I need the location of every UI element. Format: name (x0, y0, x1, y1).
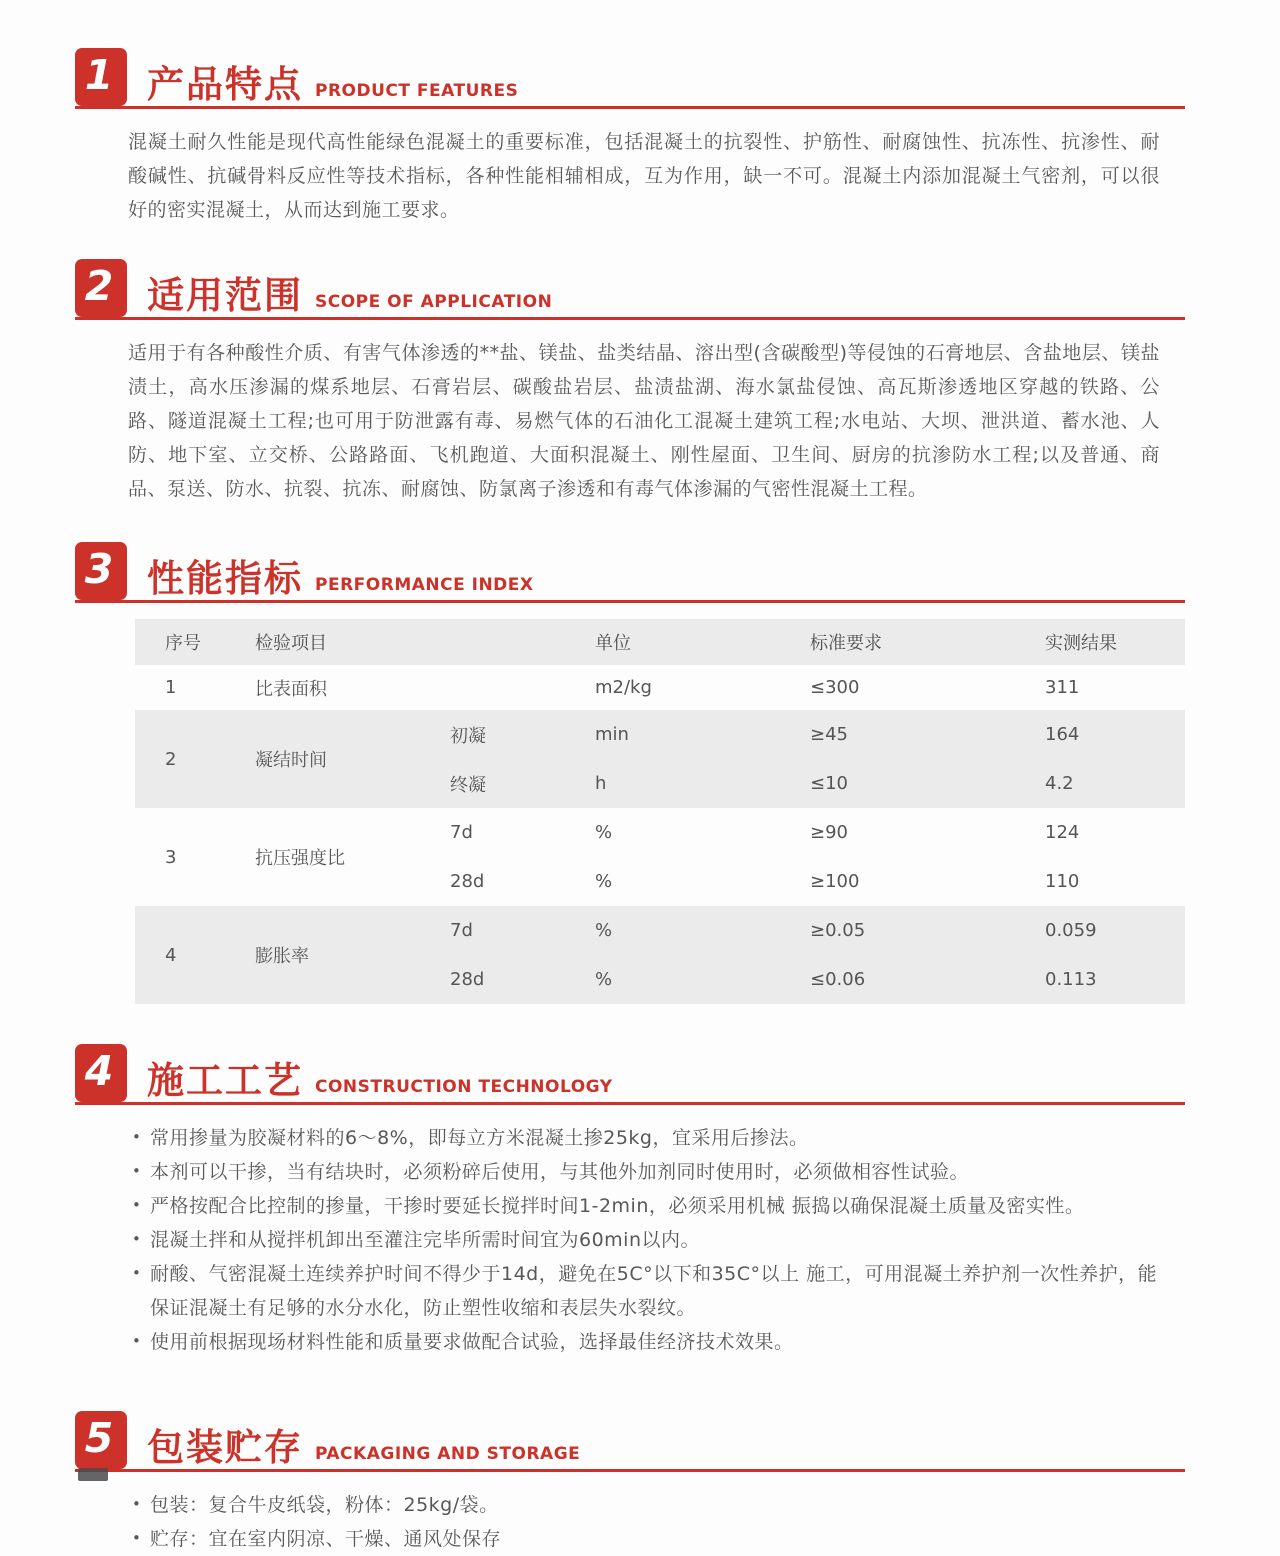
bullet-dot-icon: • (132, 1162, 142, 1180)
table-group-2 (135, 710, 1185, 808)
cell-standard: ≥45 (810, 724, 848, 745)
scope-of-application-paragraph: 适用于有各种酸性介质、有害气体渗透的**盐、镁盐、盐类结晶、溶出型(含碳酸型)等侵蚀的石膏地层、含盐地层、镁盐渍土，高水压渗漏的煤系地层、石膏岩层、碳酸盐岩层、盐渍盐湖、海水氯盐侵蚀、高瓦斯渗透地区穿越的铁路、公路、隧道混凝土工程;也可用于防泄露有毒、易燃气体的石油化工混凝土建筑工程;水电站、大坝、泄洪道、蓄水池、人防、地下室、立交桥、公路路面、飞机跑道、大面积混凝土、刚性屋面、卫生间、厨房的抗渗防水工程;以及普通、商品、泵送、防水、抗裂、抗冻、耐腐蚀、防氯离子渗透和有毒气体渗漏的气密性混凝土工程。 (128, 342, 1160, 500)
section-title: 产品特点 (147, 63, 303, 106)
bullet-dot-icon: • (132, 1529, 142, 1547)
bullet-dot-icon: • (132, 1128, 142, 1146)
bullet-dot-icon: • (132, 1196, 142, 1214)
section-subtitle-en: SCOPE OF APPLICATION (315, 292, 553, 312)
section-subtitle-en: PRODUCT FEATURES (315, 81, 519, 101)
table-group-3 (135, 808, 1185, 906)
section-title: 施工工艺 (147, 1059, 303, 1102)
list-item-text: 常用掺量为胶凝材料的6～8%，即每立方米混凝土掺25kg，宜采用后掺法。 (150, 1127, 809, 1149)
section-1-header (75, 48, 1185, 109)
col-header-result: 实测结果 (1045, 633, 1117, 654)
cell-item: 比表面积 (255, 678, 327, 700)
cell-unit: % (595, 871, 613, 892)
cell-sub-item: 初凝 (450, 725, 486, 747)
bullet-dot-icon: • (132, 1264, 142, 1282)
performance-table (135, 619, 1185, 1004)
list-item-text: 使用前根据现场材料性能和质量要求做配合试验，选择最佳经济技术效果。 (150, 1331, 794, 1353)
section-scope-of-application (75, 259, 1185, 506)
table-group-4 (135, 906, 1185, 1004)
list-item-text: 混凝土拌和从搅拌机卸出至灌注完毕所需时间宜为60min以内。 (150, 1229, 701, 1251)
section-number: 5 (84, 1414, 114, 1462)
cell-result: 110 (1045, 871, 1080, 892)
cell-item: 抗压强度比 (255, 848, 345, 869)
list-item (130, 1189, 1175, 1223)
section-construction-technology (75, 1044, 1185, 1359)
packaging-storage-list (130, 1488, 1175, 1556)
section-title: 包装贮存 (147, 1426, 303, 1469)
list-item-text: 耐酸、气密混凝土连续养护时间不得少于14d，避免在5C°以下和35C°以上 施工，可用混凝土养护剂一次性养护，能保证混凝土有足够的水分水化，防止塑性收缩和表层失水裂纹。 (150, 1263, 1158, 1319)
cell-standard: ≤0.06 (810, 969, 866, 990)
cell-unit: % (595, 969, 613, 990)
cell-sub-item: 7d (450, 920, 473, 941)
cell-standard: ≥90 (810, 822, 848, 843)
section-subtitle-en: PACKAGING AND STORAGE (315, 1444, 581, 1464)
section-subtitle-en: CONSTRUCTION TECHNOLOGY (315, 1077, 613, 1097)
col-header-item: 检验项目 (255, 633, 327, 654)
cell-result: 124 (1045, 822, 1080, 843)
section-product-features (75, 48, 1185, 227)
cell-result: 0.113 (1045, 969, 1097, 990)
cell-sub-item: 7d (450, 822, 473, 843)
construction-steps-list (130, 1121, 1175, 1359)
section-number: 4 (84, 1047, 114, 1095)
cell-no: 2 (165, 748, 177, 770)
section-title: 性能指标 (147, 557, 303, 600)
cell-standard: ≥0.05 (810, 920, 866, 941)
list-item (130, 1488, 1175, 1522)
section-3-number-badge (75, 542, 127, 600)
cell-standard: ≥100 (810, 871, 860, 892)
cell-result: 164 (1045, 724, 1080, 745)
list-item (130, 1257, 1175, 1325)
cell-no: 4 (165, 944, 177, 966)
section-4-number-badge (75, 1044, 127, 1102)
cell-no: 3 (165, 846, 177, 868)
section-4-header (75, 1044, 1185, 1105)
cell-unit: m2/kg (595, 677, 652, 698)
section-1-number-badge (75, 48, 127, 106)
cell-unit: min (595, 724, 629, 745)
list-item-text: 贮存：宜在室内阴凉、干燥、通风处保存 (150, 1528, 502, 1550)
col-header-no: 序号 (165, 633, 201, 654)
section-3-header (75, 542, 1185, 603)
list-item (130, 1325, 1175, 1359)
list-item (130, 1155, 1175, 1189)
cell-item: 凝结时间 (255, 750, 327, 771)
section-number: 2 (84, 262, 114, 310)
col-header-standard: 标准要求 (810, 633, 882, 654)
cell-unit: % (595, 920, 613, 941)
list-item (130, 1522, 1175, 1556)
bullet-dot-icon: • (132, 1332, 142, 1350)
product-features-paragraph: 混凝土耐久性能是现代高性能绿色混凝土的重要标准，包括混凝土的抗裂性、护筋性、耐腐蚀性、抗冻性、抗渗性、耐酸碱性、抗碱骨料反应性等技术指标，各种性能相辅相成，互为作用，缺一不可。混凝土内添加混凝土气密剂，可以很好的密实混凝土，从而达到施工要求。 (128, 131, 1160, 221)
list-item (130, 1223, 1175, 1257)
col-header-unit: 单位 (595, 633, 631, 654)
section-2-header (75, 259, 1185, 320)
cell-standard: ≤10 (810, 773, 848, 794)
bullet-dot-icon: • (132, 1230, 142, 1248)
table-group-1 (135, 665, 1185, 710)
section-2-number-badge (75, 259, 127, 317)
cell-result: 4.2 (1045, 773, 1074, 794)
cell-item: 膨胀率 (255, 946, 309, 967)
cell-sub-item (420, 665, 565, 710)
list-item-text: 包装：复合牛皮纸袋，粉体：25kg/袋。 (150, 1494, 499, 1516)
section-number: 3 (84, 545, 114, 593)
section-title: 适用范围 (147, 274, 303, 317)
cell-sub-item: 终凝 (450, 774, 486, 796)
section-subtitle-en: PERFORMANCE INDEX (315, 575, 534, 595)
cell-result: 311 (1045, 677, 1080, 698)
cell-sub-item: 28d (450, 969, 485, 990)
cell-sub-item: 28d (450, 871, 485, 892)
cell-no: 1 (165, 677, 177, 698)
table-header-row (135, 619, 1185, 665)
cutoff-text-artifact (78, 1468, 108, 1481)
list-item-text: 严格按配合比控制的掺量，干掺时要延长搅拌时间1-2min，必须采用机械 振捣以确保混凝土质量及密实性。 (150, 1195, 1085, 1217)
cell-unit: h (595, 773, 607, 794)
cell-standard: ≤300 (810, 677, 860, 698)
cell-unit: % (595, 822, 613, 843)
section-number: 1 (84, 51, 114, 99)
section-5-header (75, 1411, 1185, 1472)
section-performance-index (75, 542, 1185, 1004)
bullet-dot-icon: • (132, 1495, 142, 1513)
cell-result: 0.059 (1045, 920, 1097, 941)
list-item-text: 本剂可以干掺，当有结块时，必须粉碎后使用，与其他外加剂同时使用时，必须做相容性试验。 (150, 1161, 970, 1183)
section-5-number-badge (75, 1411, 127, 1469)
list-item (130, 1121, 1175, 1155)
